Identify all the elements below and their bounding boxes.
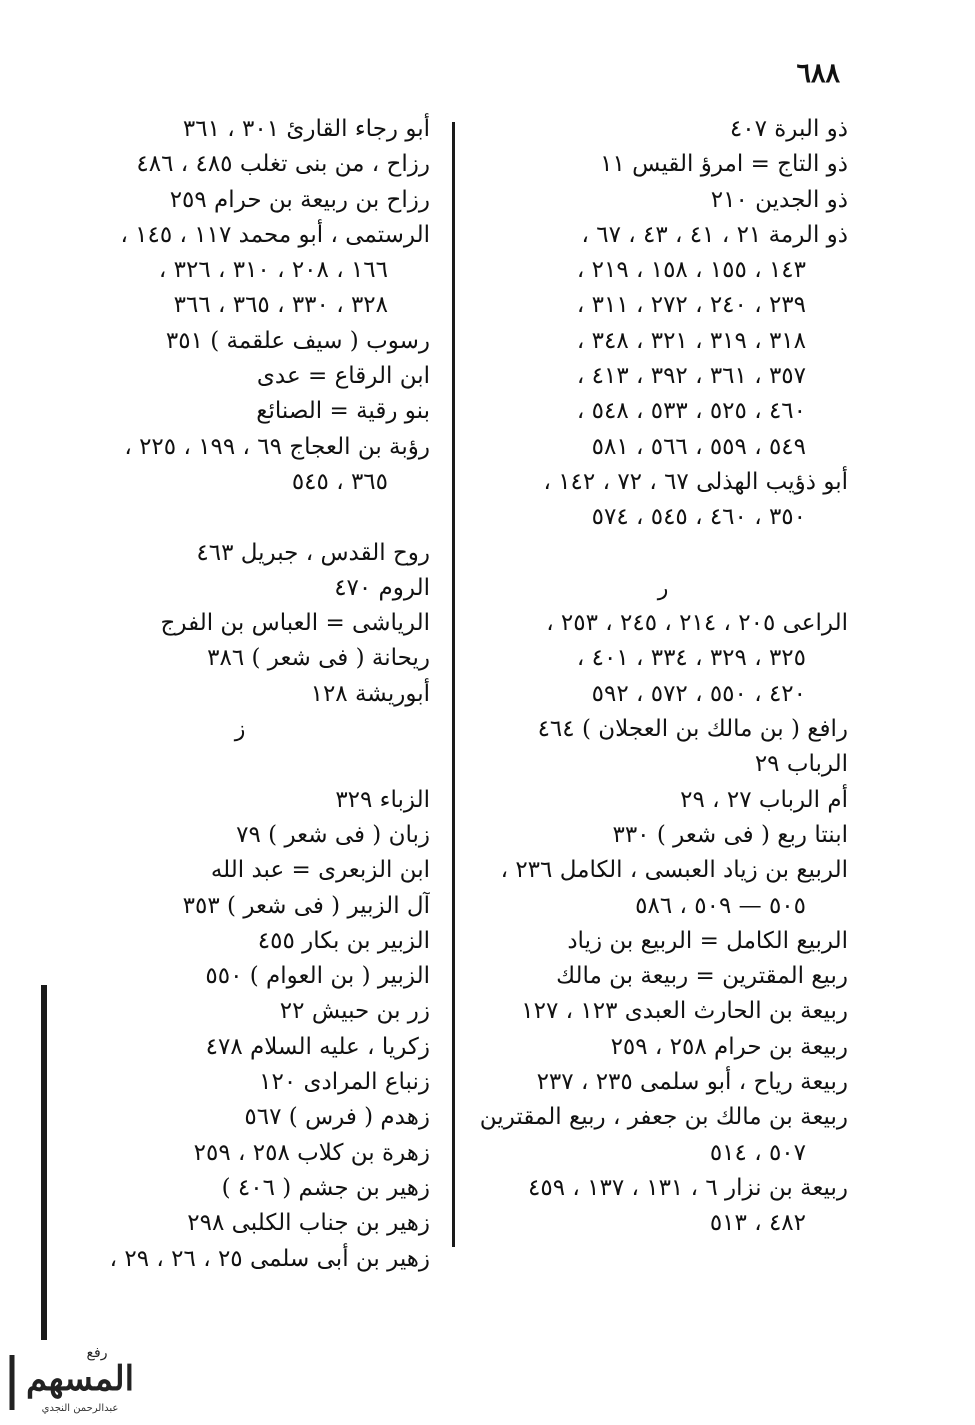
left-column-blank-line — [50, 747, 430, 782]
right-column-entry: الربيع الكامل = الربيع بن زياد — [567, 927, 848, 954]
right-column-entry: الربيع بن زياد العبسى ، الكامل ٢٣٦ ، — [500, 857, 848, 884]
left-column-entry: زهدم ( فرس ) ٥٦٧ — [244, 1104, 430, 1131]
right-column-entry: الراعى ٢٠٥ ، ٢١٤ ، ٢٤٥ ، ٢٥٣ ، — [546, 610, 848, 637]
right-column-entry: الرباب ٢٩ — [754, 751, 848, 778]
left-column-entry-continuation: ٣٦٥ ، ٥٤٥ — [291, 468, 388, 495]
left-column-entry: أبوريشة ١٢٨ — [310, 680, 430, 707]
left-column-entry: رؤبة بن العجاج ٦٩ ، ١٩٩ ، ٢٢٥ ، — [124, 433, 430, 460]
left-column-entry: الزبير ( بن العوام ) ٥٥٠ — [205, 963, 430, 990]
left-column-entry: زهير بن جشم ( ٤٠٦ ) — [221, 1174, 430, 1201]
left-column-entry-continuation: ١٦٦ ، ٢٠٨ ، ٣١٠ ، ٣٢٦ ، — [158, 257, 388, 284]
left-column-blank-line — [50, 500, 430, 535]
page-number: ٦٨٨ — [796, 58, 840, 89]
left-column-entry: زنباع المرادى ١٢٠ — [259, 1069, 430, 1096]
left-column-entry: زبان ( فى شعر ) ٧٩ — [236, 821, 430, 848]
left-column-entry: روح القدس ، جبريل ٤٦٣ — [196, 539, 430, 566]
right-column-section-letter: ر — [657, 575, 669, 601]
left-column-entry: بنو رقية = الصنائع — [256, 398, 430, 425]
publisher-stamp-logo — [2, 1335, 152, 1420]
right-column-entry-continuation: ٥٤٩ ، ٥٥٩ ، ٥٦٦ ، ٥٨١ — [591, 433, 806, 460]
left-column-entry: الروم ٤٧٠ — [334, 574, 430, 601]
right-column-entry-continuation: ٢٣٩ ، ٢٤٠ ، ٢٧٢ ، ٣١١ ، — [576, 292, 806, 319]
right-column-entry: رافع ( بن مالك بن العجلان ) ٤٦٤ — [537, 716, 848, 743]
right-column-entry: أم الرباب ٢٧ ، ٢٩ — [680, 786, 848, 813]
right-column-entry: أبو ذؤيب الهذلى ٦٧ ، ٧٢ ، ١٤٢ ، — [543, 468, 848, 495]
left-column-entry: رزاح ، من بنى تغلب ٤٨٥ ، ٤٨٦ — [136, 151, 430, 178]
right-column-entry: ربيع المقترين = ربيعة بن مالك — [556, 963, 848, 990]
left-column-entry: الرياشى = العباس بن الفرج — [160, 610, 430, 637]
left-column-entry: زهير بن جناب الكلبى ٢٩٨ — [187, 1210, 430, 1237]
right-column-entry: ذو الجدين ٢١٠ — [710, 186, 848, 213]
right-column-entry-continuation: ٥٠٥ — ٥٠٩ ، ٥٨٦ — [635, 892, 806, 919]
right-column-entry-continuation: ١٤٣ ، ١٥٥ ، ١٥٨ ، ٢١٩ ، — [576, 257, 806, 284]
left-column-entry: زهير بن أبى سلمى ٢٥ ، ٢٦ ، ٢٩ ، — [109, 1245, 430, 1272]
svg-text:رفع: رفع — [86, 1345, 108, 1361]
left-column-entry: زكريا ، عليه السلام ٤٧٨ — [205, 1033, 430, 1060]
right-column-entry-continuation: ٤٢٠ ، ٥٥٠ ، ٥٧٢ ، ٥٩٢ — [591, 680, 806, 707]
left-column-section-letter: ز — [234, 717, 246, 743]
column-divider — [452, 122, 455, 1247]
right-column-entry: ربيعة بن نزار ٦ ، ١٣١ ، ١٣٧ ، ٤٥٩ — [528, 1174, 848, 1201]
left-column-entry: ابن الزبعرى = عبد الله — [210, 857, 430, 884]
right-column-entry: ربيعة بن حرام ٢٥٨ ، ٢٥٩ — [610, 1033, 848, 1060]
left-column-entry: أبو رجاء القارئ ٣٠١ ، ٣٦١ — [182, 116, 430, 142]
right-column-entry-continuation: ٣٢٥ ، ٣٢٩ ، ٣٣٤ ، ٤٠١ ، — [576, 645, 806, 672]
left-column-entry: ابن الرقاع = عدى — [256, 363, 430, 390]
svg-text:المسهم: المسهم — [25, 1359, 135, 1399]
right-column-entry-continuation: ٣٥٧ ، ٣٦١ ، ٣٩٢ ، ٤١٣ ، — [576, 363, 806, 390]
right-column-entry: ذو الرمة ٢١ ، ٤١ ، ٤٣ ، ٦٧ ، — [581, 221, 848, 248]
left-column-entry-continuation: ٣٢٨ ، ٣٣٠ ، ٣٦٥ ، ٣٦٦ — [173, 292, 388, 319]
right-column-entry: ذو البرة ٤٠٧ — [729, 116, 848, 142]
left-column-entry: الزباء ٣٢٩ — [335, 786, 430, 813]
left-column-entry: الزبير بن بكار ٤٥٥ — [257, 927, 430, 954]
left-column-entry: زهرة بن كلاب ٢٥٨ ، ٢٥٩ — [193, 1139, 430, 1166]
right-column-entry: ربيعة رياح ، أبو سلمى ٢٣٥ ، ٢٣٧ — [536, 1069, 848, 1096]
index-column-left — [50, 112, 430, 1277]
left-column-entry: رسوب ( سيف علقمة ) ٣٥١ — [165, 327, 430, 354]
right-column-entry-continuation: ٣٥٠ ، ٤٦٠ ، ٥٤٥ ، ٥٧٤ — [591, 504, 806, 531]
left-column-entry: رزاح بن ربيعة بن حرام ٢٥٩ — [169, 186, 430, 213]
margin-rule — [41, 985, 47, 1340]
left-column-entry: الرستمى ، أبو محمد ١١٧ ، ١٤٥ ، — [120, 221, 430, 248]
right-column-entry-continuation: ٤٦٠ ، ٥٢٥ ، ٥٣٣ ، ٥٤٨ ، — [576, 398, 806, 425]
right-column-entry: ابنتا ربع ( فى شعر ) ٣٣٠ — [612, 821, 848, 848]
right-column-entry-continuation: ٥٠٧ ، ٥١٤ — [709, 1139, 806, 1166]
index-column-right — [478, 112, 848, 1242]
right-column-entry-continuation: ٣١٨ ، ٣١٩ ، ٣٢١ ، ٣٤٨ ، — [576, 327, 806, 354]
right-column-entry: ذو التاج = امرؤ القيس ١١ — [600, 151, 848, 178]
svg-text:عبدالرحمن النجدي: عبدالرحمن النجدي — [41, 1403, 119, 1414]
right-column-entry-continuation: ٤٨٢ ، ٥١٣ — [709, 1210, 806, 1237]
right-column-entry: ربيعة بن الحارث العبدى ١٢٣ ، ١٢٧ — [521, 998, 848, 1025]
left-column-entry: زر بن حبيش ٢٢ — [279, 998, 430, 1025]
right-column-blank-line — [478, 536, 848, 571]
right-column-entry: ربيعة بن مالك بن جعفر ، ربيع المقترين — [479, 1104, 848, 1131]
left-column-entry: ريحانة ( فى شعر ) ٣٨٦ — [207, 645, 430, 672]
left-column-entry: آل الزبير ( فى شعر ) ٣٥٣ — [182, 892, 430, 919]
